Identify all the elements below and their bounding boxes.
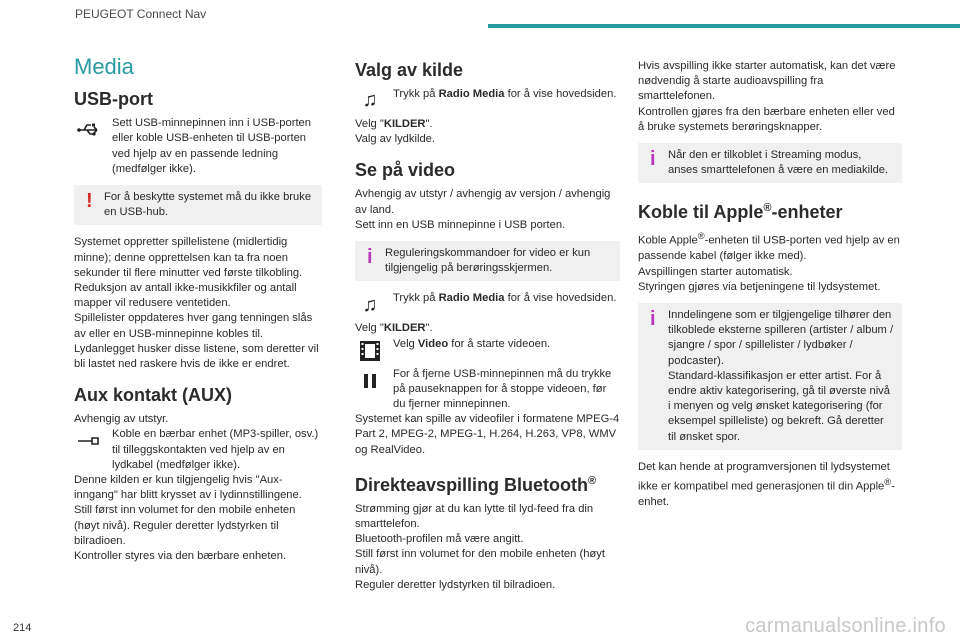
select-source-text: Valg av lydkilde.	[355, 133, 436, 146]
warning-note-usb-hub	[74, 185, 322, 225]
aux-instruction-text: Koble en bærbar enhet (MP3-spiller, osv.) til tilleggskontakten ved hjelp av en lydkabel (medfølger ikke).	[112, 428, 319, 471]
pause-instruction-text: For å fjerne USB-minnepinnen må du trykke på pauseknappen for å stoppe videoen, før du fjerner minnepinnen.	[393, 367, 612, 411]
info-note-video	[355, 241, 620, 281]
music-note-icon: ♫	[362, 89, 378, 112]
version-compat-text: Det kan hende at programversjonen til lydsystemet ikke er kompatibel med generasjonen til din Apple®-enhet.	[638, 460, 895, 508]
usb-instruction-text: Sett USB-minnepinnen inn i USB-porten eller koble USB-enheten til USB-porten ved hjelp av en passende ledning (medfølger ikke).	[112, 117, 311, 175]
info-icon: i	[650, 148, 656, 171]
column-2	[355, 55, 620, 593]
music-note-icon: ♫	[362, 293, 378, 316]
heading-bluetooth: Direkteavspilling Bluetooth®	[355, 474, 597, 495]
aux-instruction	[74, 427, 322, 473]
running-header: PEUGEOT Connect Nav	[75, 7, 207, 21]
autoplay-text: Hvis avspilling ikke starter automatisk, kan det være nødvendig å starte audioavspilling fra smarttelefonen. Kontrollen gjøres fra den bærbare enheten eller ved å bruke systemets berøringsknapper.	[638, 60, 896, 133]
info-note-text: Når den er tilkoblet i Streaming modus, anses smarttelefonen å være en mediakilde.	[668, 149, 889, 177]
video-instruction-text: Velg Video for å starte videoen.	[393, 337, 551, 350]
info-note-text: Inndelingene som er tilgjengelige tilhører den tilkoblede eksterne spilleren (artister / album / sjangre / spor / spillelister / lydbøker / podcaster). Standard-klassifikasjon er etter artist. For å endre aktiv kategorisering, gå til øverste nivå i menyen og velg ønsket kategorisering (for eksempel spilleliste) og bekreft. Gå deretter til ønsket spor.	[668, 308, 894, 443]
heading-usb-port: USB-port	[74, 89, 153, 110]
info-icon: i	[367, 246, 373, 269]
select-kilder: Velg "KILDER".	[355, 118, 433, 130]
heading-source-select: Valg av kilde	[355, 60, 464, 80]
info-note-text: Reguleringskommandoer for video er kun tilgjengelig på berøringsskjermen.	[385, 247, 591, 275]
heading-video: Se på video	[355, 160, 456, 181]
video-formats: Systemet kan spille av videofiler i formatene MPEG-4 Part 2, MPEG-2, MPEG-1, H.264, H.263, VP8, WMV og RealVideo.	[355, 413, 620, 456]
pause-icon	[355, 367, 385, 395]
video-instruction	[355, 337, 620, 367]
page-number: 214	[13, 622, 32, 634]
video-body: Avhengig av utstyr / avhengig av versjon / avhengig av land. Sett inn en USB minnepinne i USB porten.	[355, 188, 611, 231]
info-note-apple	[638, 303, 902, 450]
warning-icon: !	[86, 190, 93, 213]
info-icon: i	[650, 307, 656, 330]
warning-note-text: For å beskytte systemet må du ikke bruke en USB-hub.	[104, 191, 312, 219]
radio-media-text: Trykk på Radio Media for å vise hovedsiden.	[393, 88, 617, 100]
usb-instruction	[74, 116, 322, 177]
radio-media-instruction-1	[355, 87, 620, 117]
column-1	[74, 55, 322, 564]
radio-media-instruction-2	[355, 291, 620, 321]
aux-body-text: Denne kilden er kun tilgjengelig hvis "Aux-inngang" har blitt krysset av i lydinnstillingene. Still først inn volumet for den mobile enheten (høyt nivå). Reguler deretter lydstyrken til bilradioen. Kontroller styres via den bærbare enheten.	[74, 474, 302, 563]
radio-media-text: Trykk på Radio Media for å vise hovedsiden.	[393, 292, 617, 305]
column-3	[638, 55, 902, 510]
info-note-streaming	[638, 143, 902, 183]
usb-icon	[74, 116, 104, 144]
aux-plug-icon	[74, 427, 104, 455]
heading-apple: Koble til Apple®-enheter	[638, 202, 843, 223]
aux-intro: Avhengig av utstyr.	[74, 413, 169, 426]
select-kilder: Velg "KILDER".	[355, 322, 433, 335]
header-accent-bar	[488, 24, 960, 28]
watermark: carmanualsonline.info	[745, 615, 946, 637]
pause-instruction	[355, 367, 620, 413]
bluetooth-body: Strømming gjør at du kan lytte til lyd-feed fra din smarttelefon. Bluetooth-profilen må være angitt. Still først inn volumet for den mobile enheten (høyt nivå). Reguler deretter lydstyrken til bilradioen.	[355, 502, 605, 591]
section-title-media: Media	[74, 54, 134, 79]
usb-body-text: Systemet oppretter spillelistene (midlertidig minne); denne opprettelsen kan ta fra noen sekunder til flere minutter ved første tilkobling. Reduksjon av antall ikke-musikkfiler og antall mapper vil redusere ventetiden. Spillelister oppdateres hver gang tenningen slås av eller en USB-minnepinne kobles til. Lydanlegget husker disse listene, som deretter vil bli lastet ned raskere hvis de ikke er endret.	[74, 236, 319, 371]
heading-aux: Aux kontakt (AUX)	[74, 385, 233, 406]
film-icon	[355, 337, 385, 365]
apple-body: Koble Apple®-enheten til USB-porten ved hjelp av en passende kabel (følger ikke med). Avspillingen starter automatisk. Styringen gjøres via betjeningene til lydsystemet.	[638, 231, 900, 293]
